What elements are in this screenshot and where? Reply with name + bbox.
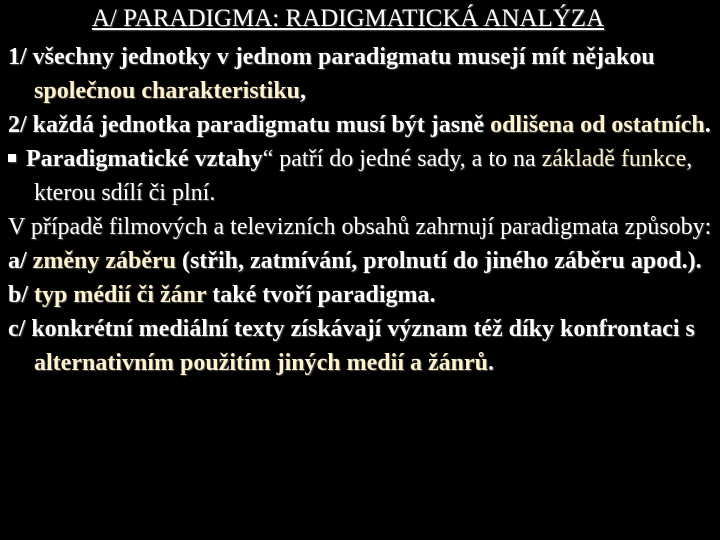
bullet-point-text: “ patří do jedné sady, a to na (262, 146, 542, 172)
square-bullet-icon (8, 154, 16, 162)
bullet-point-paradigmatic-relations (8, 142, 720, 210)
point-a-highlight: změny záběru (32, 248, 176, 274)
bullet-point-term: Paradigmatické vztahy (26, 146, 263, 172)
point-2-end: . (704, 112, 711, 138)
point-b (8, 278, 720, 312)
film-tv-paragraph: V případě filmových a televizních obsahů zahrnují paradigmata způsoby: (8, 214, 712, 240)
bullet-point-highlight: základě funkce (541, 146, 687, 172)
bullet-point-end: , kterou sdílí či plní. (34, 146, 693, 206)
point-c-text: c/ konkrétní mediální texty získávají význam též díky konfrontaci s (8, 316, 695, 342)
point-2-highlight: odlišena od ostatních (490, 112, 705, 138)
point-b-prefix: b/ (8, 282, 35, 308)
point-1-highlight: společnou charakteristiku (34, 78, 301, 104)
point-c-highlight: alternativním použitím jiných medií a žánrů (34, 350, 488, 376)
point-2-text: 2/ každá jednotka paradigmatu musí být jasně (8, 112, 491, 138)
point-2 (8, 108, 720, 142)
point-c-end: . (487, 350, 494, 376)
point-1-text: 1/ všechny jednotky v jednom paradigmatu musejí mít nějakou (8, 44, 655, 70)
point-a-prefix: a/ (8, 248, 33, 274)
point-1 (8, 40, 720, 108)
slide-title: A/ PARADIGMA: RADIGMATICKÁ ANALÝZA (91, 5, 605, 32)
point-c (8, 312, 720, 380)
point-a (8, 244, 720, 278)
slide-content (8, 40, 720, 380)
point-1-end: , (300, 78, 307, 104)
point-a-text: (střih, zatmívání, prolnutí do jiného záběru apod.). (175, 248, 702, 274)
point-b-highlight: typ médií či žánr (34, 282, 207, 308)
point-b-text: také tvoří paradigma. (206, 282, 436, 308)
